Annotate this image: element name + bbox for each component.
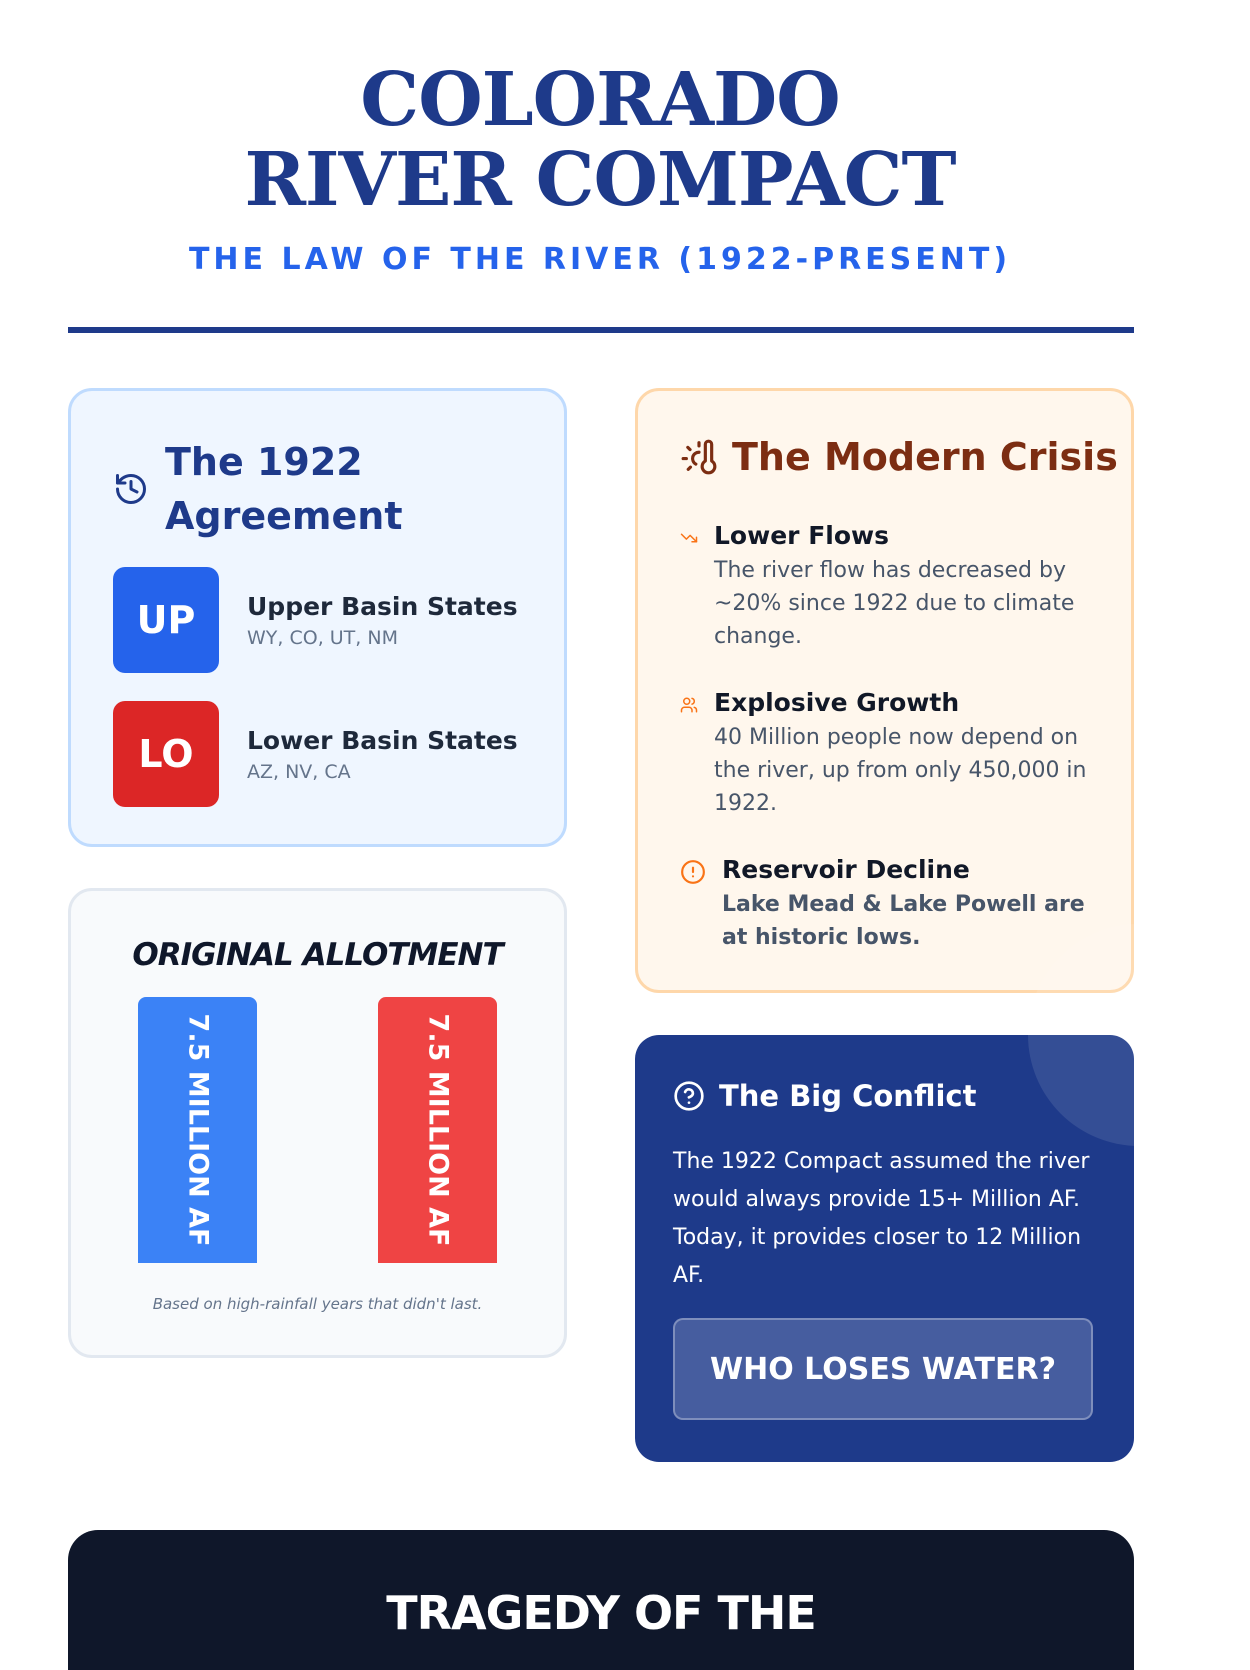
conflict-text: The 1922 Compact assumed the river would always provide 15+ Million AF. Today, it provides closer to 12 Million AF. [673,1149,1090,1288]
upper-basin-states: WY, CO, UT, NM [247,626,398,649]
crisis-item-title: Reservoir Decline [722,855,970,884]
agreement-card [68,388,567,847]
upper-allotment-label: 7.5 MILLION AF [182,1013,213,1247]
trending-down-icon [680,529,698,547]
lower-basin-states: AZ, NV, CA [247,760,351,783]
users-icon [680,696,698,714]
agreement-title: The 1922 Agreement [165,440,403,538]
crisis-item-reservoir [680,855,1100,954]
allotment-card [68,888,567,1358]
allotment-note: Based on high-rainfall years that didn't last. [152,1295,483,1313]
agreement-header [113,435,425,543]
lower-allotment-bar [378,997,497,1263]
decorative-circle [1028,924,1250,1146]
crisis-item-title: Lower Flows [714,521,889,550]
page-header [0,57,1200,277]
crisis-item-growth [680,688,1100,820]
crisis-card [635,388,1134,993]
header-divider [68,327,1134,333]
who-loses-water-button[interactable]: WHO LOSES WATER? [673,1318,1093,1420]
lower-basin-row [113,701,518,807]
crisis-item-title: Explosive Growth [714,688,960,717]
tragedy-card [68,1530,1134,1670]
help-circle-icon [673,1080,705,1112]
upper-basin-row [113,567,518,673]
page-title: COLORADO RIVER COMPACT [244,57,956,223]
conflict-card [635,1035,1134,1462]
crisis-item-text: The river flow has decreased by ~20% since 1922 due to climate change. [714,558,1075,649]
lower-basin-name: Lower Basin States [247,725,518,755]
upper-basin-badge: UP [113,567,219,673]
alert-circle-icon [680,859,706,885]
lower-allotment-label: 7.5 MILLION AF [422,1013,453,1247]
conflict-title: The Big Conflict [719,1079,977,1113]
crisis-item-text: Lake Mead & Lake Powell are at historic lows. [722,892,1085,950]
thermometer-sun-icon [680,438,718,476]
crisis-item-lower-flows [680,521,1100,653]
allotment-title: ORIGINAL ALLOTMENT [132,937,503,973]
upper-allotment-bar [138,997,257,1263]
upper-basin-name: Upper Basin States [247,591,518,621]
crisis-title: The Modern Crisis [732,435,1118,479]
conflict-header [673,1079,976,1113]
tragedy-title: TRAGEDY OF THE [386,1586,816,1640]
page-subtitle: THE LAW OF THE RIVER (1922-PRESENT) [188,242,1012,277]
lower-basin-badge: LO [113,701,219,807]
crisis-item-text: 40 Million people now depend on the river, up from only 450,000 in 1922. [714,725,1087,816]
crisis-header [680,435,1118,479]
history-icon [113,471,149,507]
